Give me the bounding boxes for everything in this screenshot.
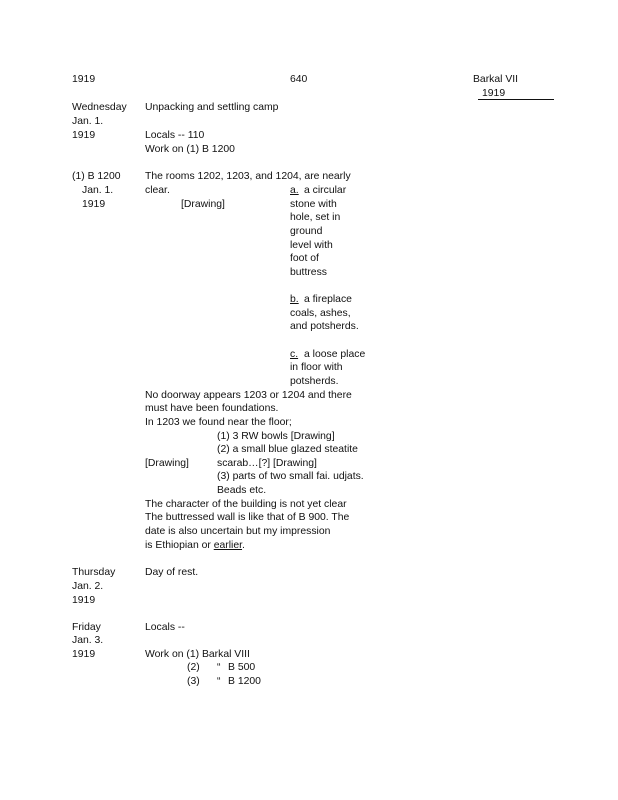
find-line: Beads etc.: [217, 485, 267, 496]
note-b-line: and potsherds.: [290, 321, 359, 332]
find-line: (3) parts of two small fai. udjats.: [217, 471, 364, 482]
entry-2-body-line: No doorway appears 1203 or 1204 and there: [145, 390, 352, 401]
header-site: Barkal VII: [473, 74, 519, 85]
note-a-line: level with: [290, 240, 333, 251]
note-a-line: buttress: [290, 267, 327, 278]
note-b-marker: b.: [290, 294, 299, 305]
entry-1-text-line: Unpacking and settling camp: [145, 102, 279, 113]
entry-2-closing-line: The character of the building is not yet clear: [145, 499, 347, 510]
entry-1-date-line: Jan. 1.: [72, 116, 104, 127]
entry-4-text-line: Locals --: [145, 622, 185, 633]
entry-3-text-line: Day of rest.: [145, 567, 199, 578]
entry-4-date-line: Friday: [72, 622, 101, 633]
entry-1-text-line: Work on (1) B 1200: [145, 144, 235, 155]
note-c-line: in floor with: [290, 362, 343, 373]
note-a-line: hole, set in: [290, 212, 341, 223]
note-a-line: foot of: [290, 253, 319, 264]
closing-prefix: is Ethiopian or: [145, 540, 214, 551]
entry-2-text-line: The rooms 1202, 1203, and 1204, are nearly: [145, 171, 351, 182]
entry-2-closing-last-line: [145, 539, 245, 552]
entry-3-date-line: Jan. 2.: [72, 581, 104, 592]
note-c-line: a loose place: [304, 349, 366, 360]
entry-3-date-line: Thursday: [72, 567, 116, 578]
entry-2-date-line: (1) B 1200: [72, 171, 121, 182]
entry-1-text-line: Locals -- 110: [145, 130, 205, 141]
note-a-line: a circular: [304, 185, 347, 196]
entry-4-text-line: Work on (1) Barkal VIII: [145, 649, 250, 660]
entry-2-date-line: 1919: [82, 199, 106, 210]
drawing-placeholder: [Drawing]: [181, 199, 225, 210]
closing-suffix: .: [242, 540, 245, 551]
note-b-line: a fireplace: [304, 294, 352, 305]
note-a-line: stone with: [290, 199, 337, 210]
work-item-site: B 1200: [228, 676, 261, 687]
note-a-line: ground: [290, 226, 323, 237]
note-c-line: potsherds.: [290, 376, 339, 387]
header-site-year: 1919: [482, 88, 506, 99]
closing-underlined-word: earlier: [213, 540, 243, 551]
entry-2-body-line: must have been foundations.: [145, 403, 279, 414]
find-line: scarab…[?] [Drawing]: [217, 458, 317, 469]
find-line: (1) 3 RW bowls [Drawing]: [217, 431, 335, 442]
find-line: (2) a small blue glazed steatite: [217, 444, 358, 455]
header-underline: [478, 99, 554, 100]
entry-4-date-line: 1919: [72, 649, 96, 660]
entry-4-date-line: Jan. 3.: [72, 635, 104, 646]
header-year: 1919: [72, 74, 96, 85]
entry-3-date-line: 1919: [72, 595, 96, 606]
entry-2-text-line: clear.: [145, 185, 170, 196]
drawing-placeholder: [Drawing]: [145, 458, 189, 469]
note-c-marker: c.: [290, 349, 299, 360]
entry-2-closing-line: date is also uncertain but my impression: [145, 526, 331, 537]
entry-2-closing-line: The buttressed wall is like that of B 900. The: [145, 512, 350, 523]
note-a-marker: a.: [290, 185, 299, 196]
page-number: 640: [290, 74, 308, 85]
entry-2-body-line: In 1203 we found near the floor;: [145, 417, 292, 428]
work-item-ditto: “: [217, 662, 221, 673]
note-b-line: coals, ashes,: [290, 308, 351, 319]
work-item-number: (3): [187, 676, 200, 687]
entry-2-date-line: Jan. 1.: [82, 185, 114, 196]
work-item-ditto: “: [217, 676, 221, 687]
entry-1-date-line: Wednesday: [72, 102, 127, 113]
work-item-number: (2): [187, 662, 200, 673]
work-item-site: B 500: [228, 662, 256, 673]
entry-1-date-line: 1919: [72, 130, 96, 141]
